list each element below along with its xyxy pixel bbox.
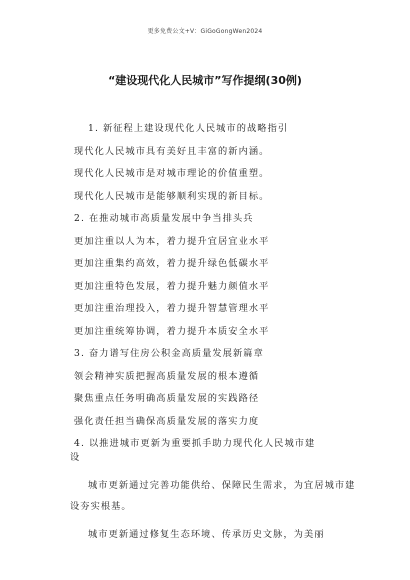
section-heading-4-continuation: 设 <box>70 452 81 463</box>
section-heading-2: 2. 在推动城市高质量发展中争当排头兵 <box>74 213 254 224</box>
section-heading-3: 3. 奋力谱写住房公积金高质量发展新篇章 <box>74 348 264 359</box>
body-line: 更加注重以人为本，着力提升宜居宜业水平 <box>74 235 270 247</box>
document-body <box>70 122 356 552</box>
body-line: 强化责任担当确保高质量发展的落实力度 <box>74 415 260 427</box>
body-line: 更加注重治理投入，着力提升智慧管理水平 <box>74 303 270 314</box>
section-heading-1: 1. 新征程上建设现代化人民城市的战略指引 <box>88 123 289 134</box>
body-line: 现代化人民城市具有美好且丰富的新内涵。 <box>74 145 270 157</box>
body-line: 更加注重特色发展，着力提升魅力颜值水平 <box>74 280 270 292</box>
body-line: 领会精神实质把握高质量发展的根本遵循 <box>74 370 260 382</box>
body-line: 聚焦重点任务明确高质量发展的实践路径 <box>74 393 260 404</box>
page-header: 更多免费公文+V：GiGoGongWen2024 <box>147 28 263 35</box>
section-heading-4: 4. 以推进城市更新为重要抓手助力现代化人民城市建 <box>74 438 316 449</box>
document-title: “建设现代化人民城市”写作提纲(30例) <box>108 74 302 87</box>
body-paragraph: 城市更新通过修复生态环境、传承历史文脉，为美丽 <box>88 529 325 540</box>
body-line: 现代化人民城市是能够顺利实现的新目标。 <box>74 190 270 202</box>
body-line: 更加注重统筹协调，着力提升本质安全水平 <box>74 325 270 337</box>
body-line: 更加注重集约高效，着力提升绿色低碳水平 <box>74 258 270 269</box>
body-paragraph: 城市更新通过完善功能供给、保障民生需求，为宜居城市建设夯实根基。 <box>70 480 356 512</box>
body-line: 现代化人民城市是对城市理论的价值重塑。 <box>74 168 270 179</box>
